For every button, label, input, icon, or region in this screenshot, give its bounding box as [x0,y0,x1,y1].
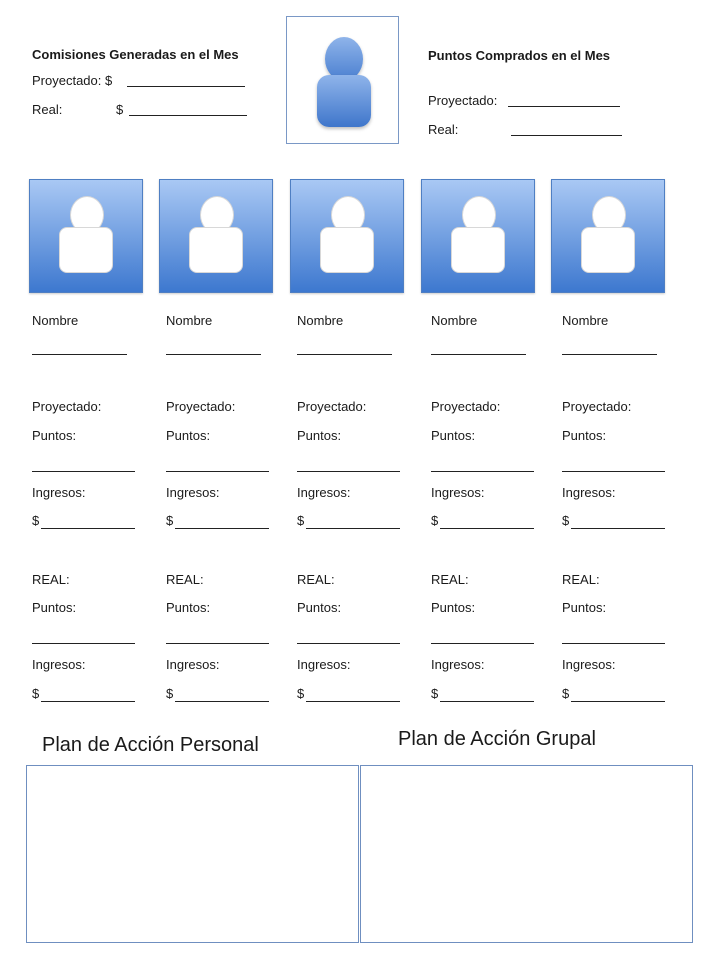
member-projected-label: Proyectado: [562,399,632,414]
member-real-currency: $ [297,686,305,701]
user-icon-body [317,75,371,127]
member-real-points-label: Puntos: [562,600,607,615]
member-real-label: REAL: [32,572,70,587]
user-icon-body [59,227,113,273]
member-real-income-field[interactable] [571,701,665,702]
member-real-income-field[interactable] [175,701,269,702]
member-projected-label: Proyectado: [32,399,102,414]
points-real-field[interactable] [511,135,622,136]
points-projected-field[interactable] [508,106,620,107]
member-projected-income-field[interactable] [175,528,269,529]
personal-plan-box[interactable] [26,765,359,943]
member-projected-label: Proyectado: [166,399,236,414]
member-projected-label: Proyectado: [297,399,367,414]
member-photo-card[interactable] [421,179,535,293]
member-projected-points-label: Puntos: [431,428,476,443]
member-name-field[interactable] [166,354,261,355]
commissions-real-field[interactable] [129,115,247,116]
member-real-points-label: Puntos: [166,600,211,615]
member-real-income-label: Ingresos: [32,657,86,672]
member-name-field[interactable] [297,354,392,355]
member-projected-income-field[interactable] [440,528,534,529]
member-real-income-label: Ingresos: [562,657,616,672]
commissions-real-label: Real: [32,102,63,117]
member-photo-card[interactable] [551,179,665,293]
member-projected-points-label: Puntos: [32,428,77,443]
member-projected-income-field[interactable] [306,528,400,529]
user-icon-body [189,227,243,273]
member-name-field[interactable] [431,354,526,355]
member-real-income-label: Ingresos: [431,657,485,672]
commissions-projected-label [32,73,112,88]
member-real-points-field[interactable] [32,643,135,644]
member-projected-income-label: Ingresos: [562,485,616,500]
member-projected-currency: $ [166,513,174,528]
commissions-title: Comisiones Generadas en el Mes [32,47,239,62]
member-photo-card[interactable] [290,179,404,293]
member-real-label: REAL: [166,572,204,587]
member-real-currency: $ [431,686,439,701]
group-plan-title: Plan de Acción Grupal [398,728,596,750]
member-name-label: Nombre [166,313,213,328]
member-projected-currency: $ [297,513,305,528]
member-real-currency: $ [32,686,40,701]
member-real-points-field[interactable] [562,643,665,644]
points-title: Puntos Comprados en el Mes [428,48,611,63]
member-projected-income-label: Ingresos: [32,485,86,500]
member-real-points-label: Puntos: [431,600,476,615]
member-projected-points-field[interactable] [431,471,534,472]
member-real-currency: $ [562,686,570,701]
commissions-projected-text: Proyectado: $ [32,73,113,88]
member-name-label: Nombre [562,313,609,328]
member-projected-income-field[interactable] [41,528,135,529]
member-real-label: REAL: [297,572,335,587]
member-projected-points-label: Puntos: [562,428,607,443]
member-real-points-field[interactable] [166,643,269,644]
member-real-currency: $ [166,686,174,701]
points-real-label: Real: [428,122,459,137]
personal-plan-title: Plan de Acción Personal [42,734,259,756]
member-projected-points-label: Puntos: [297,428,342,443]
user-icon-body [320,227,374,273]
member-projected-points-field[interactable] [297,471,400,472]
member-real-label: REAL: [562,572,600,587]
member-photo-card[interactable] [159,179,273,293]
member-real-points-label: Puntos: [32,600,77,615]
member-projected-points-label: Puntos: [166,428,211,443]
member-projected-currency: $ [431,513,439,528]
member-real-income-field[interactable] [41,701,135,702]
member-real-income-field[interactable] [440,701,534,702]
member-projected-currency: $ [32,513,40,528]
user-icon-body [581,227,635,273]
member-projected-points-field[interactable] [166,471,269,472]
member-real-points-field[interactable] [431,643,534,644]
member-projected-income-field[interactable] [571,528,665,529]
member-real-label: REAL: [431,572,469,587]
user-icon-body [451,227,505,273]
member-name-label: Nombre [297,313,344,328]
member-name-label: Nombre [32,313,79,328]
member-projected-currency: $ [562,513,570,528]
member-projected-income-label: Ingresos: [297,485,351,500]
leader-photo-frame[interactable] [286,16,399,144]
member-real-points-field[interactable] [297,643,400,644]
commissions-real-currency: $ [116,102,124,117]
commissions-projected-field[interactable] [127,86,245,87]
member-projected-points-field[interactable] [562,471,665,472]
member-real-points-label: Puntos: [297,600,342,615]
member-projected-income-label: Ingresos: [431,485,485,500]
points-projected-label: Proyectado: [428,93,498,108]
member-projected-points-field[interactable] [32,471,135,472]
member-real-income-field[interactable] [306,701,400,702]
member-projected-label: Proyectado: [431,399,501,414]
member-projected-income-label: Ingresos: [166,485,220,500]
member-name-field[interactable] [32,354,127,355]
member-photo-card[interactable] [29,179,143,293]
member-name-field[interactable] [562,354,657,355]
group-plan-box[interactable] [360,765,693,943]
member-real-income-label: Ingresos: [297,657,351,672]
member-real-income-label: Ingresos: [166,657,220,672]
member-name-label: Nombre [431,313,478,328]
